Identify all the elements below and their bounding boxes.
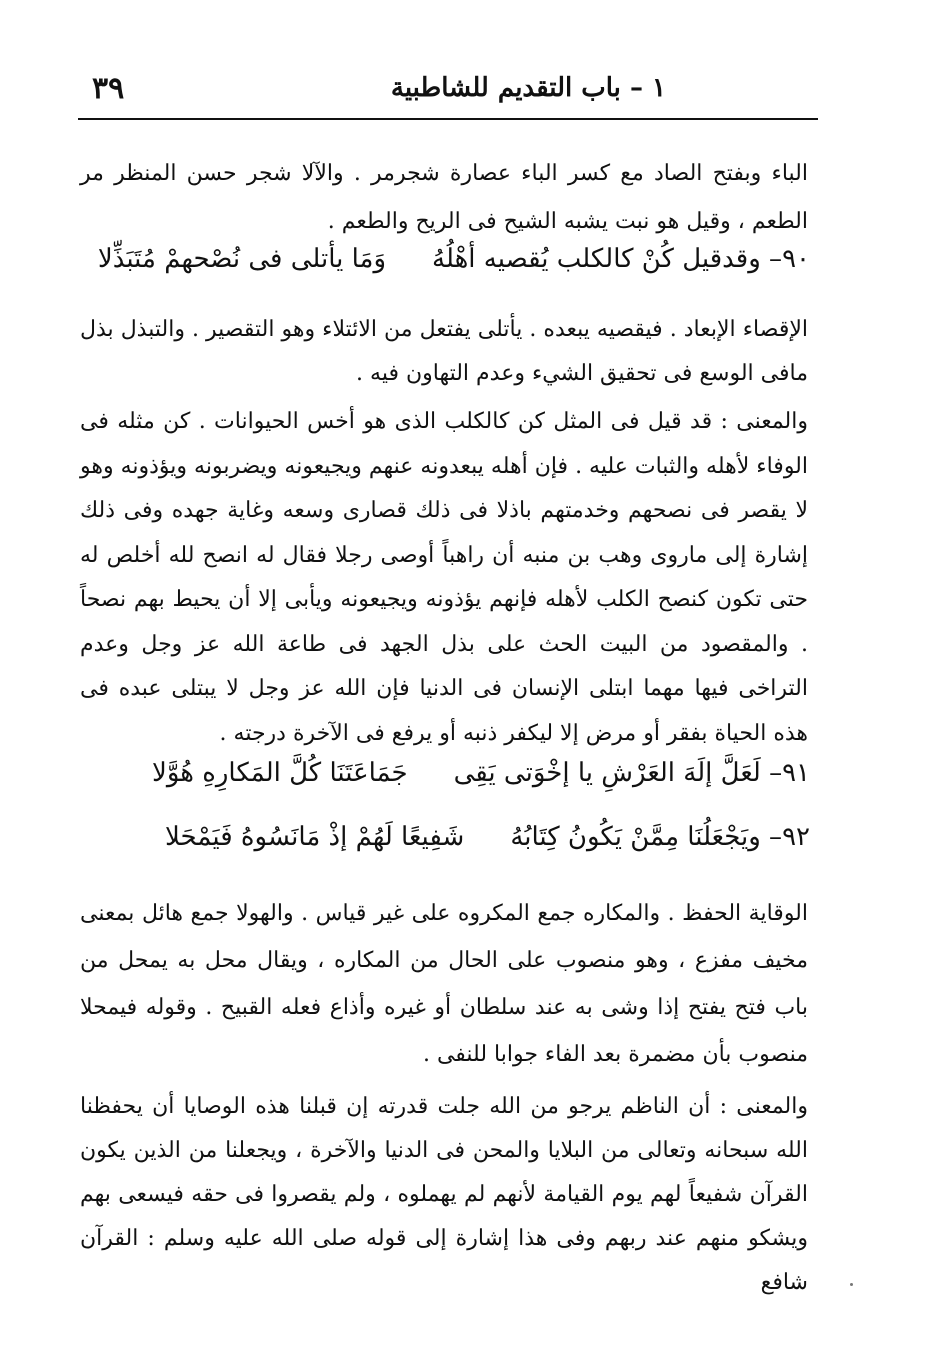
verse-90-second-hemistich: وَمَا يأتلى فى نُصْحهمْ مُتَبَذِّلا (97, 244, 387, 274)
page-number: ٣٩ (92, 70, 125, 106)
paragraph-2: الإقصاء الإبعاد . فيقصيه يبعده . يأتلى يفتعل من الائتلاء وهو التقصير . والتبذل بذل مافى الوسع فى تحقيق الشيء وعدم التهاون فيه . (80, 317, 808, 386)
page-header (78, 62, 816, 114)
paragraph-4: الوقاية الحفظ . والمكاره جمع المكروه على غير قياس . والهولا جمع هائل بمعنى مخيف مفزع ، وهو منصوب على الحال من المكاره ، ويقال محل به يمحل من باب فتح يفتح إذا وشى به عند سلطان أو غيره وأذاع فعله القبيح . وقوله فيمحلا منصوب بأن مضمرة بعد الفاء جوابا للنفى . (80, 901, 809, 1067)
paragraph-5: والمعنى : أن الناظم يرجو من الله جلت قدرته إن قبلنا هذه الوصايا أن يحفظنا الله سبحانه وتعالى من البلايا والمحن فى الدنيا والآخرة ، ويجعلنا من الذين يكون القرآن شفيعاً لهم يوم القيامة لأنهم لم يهملوه ، ولم يقصروا فى حقه فيسعى بهم ويشكو منهم عند ربهم وفى هذا إشارة إلى قوله صلى الله عليه وسلم : القرآن شافع (80, 1094, 808, 1295)
paragraph-3: والمعنى : قد قيل فى المثل كن كالكلب الذى هو أخس الحيوانات . كن مثله فى الوفاء لأهله والثبات عليه . فإن أهله يبعدونه عنهم ويجيعونه ويضربونه ويؤذونه وهو لا يقصر فى نصحهم وخدمتهم باذلا فى ذلك قصارى وسعه وغاية جهده وفى ذلك إشارة إلى ماروى وهب بن منبه أن راهباً أوصى رجلا فقال له انصح لله أخلص له حتى تكون كنصح الكلب لأهله فإنهم يؤذونه ويجيعونه ويأبى إلا أن يحيط بهم نصحاً . والمقصود من البيت الحث على بذل الجهد فى طاعة الله عز وجل وعدم التراخى فيها مهما ابتلى الإنسان فى الدنيا فإن الله عز وجل لا يبتلى عبده فى هذه الحياة بفقر أو مرض إلا ليكفر ذنبه أو يرفع فى الآخرة درجته . (80, 409, 808, 746)
verse-90-first-hemistich: ٩٠– وقدقيل كُنْ كالكلب يُقصيه أهْلُهُ (432, 244, 810, 274)
verse-90 (98, 244, 810, 274)
verse-92-first-hemistich: ٩٢– ويَجْعَلُنَا مِمَّنْ يَكُونُ كِتَابُهُ (510, 822, 810, 852)
verse-91-first-hemistich: ٩١– لَعَلَّ إلَهَ العَرْشِ يا إخْوَتى يَقِى (453, 758, 810, 788)
running-title: ١ – باب التقديم للشاطبية (390, 73, 666, 103)
paragraph-1: الباء وبفتح الصاد مع كسر الباء عصارة شجرمر . والآلا شجر حسن المنظر مر الطعم ، وقيل هو نبت يشبه الشيح فى الريح والطعم . (80, 161, 808, 234)
verse-92 (165, 822, 810, 852)
header-rule (78, 118, 818, 120)
verse-92-second-hemistich: شَفِيعًا لَهُمْ إذْ مَانَسُوهُ فَيَمْحَلا (165, 822, 465, 852)
scan-speck (850, 1283, 853, 1286)
verse-91-second-hemistich: جَمَاعَتَنَا كُلَّ المَكارِهِ هُوَّلا (151, 758, 408, 788)
verse-91 (152, 758, 810, 788)
